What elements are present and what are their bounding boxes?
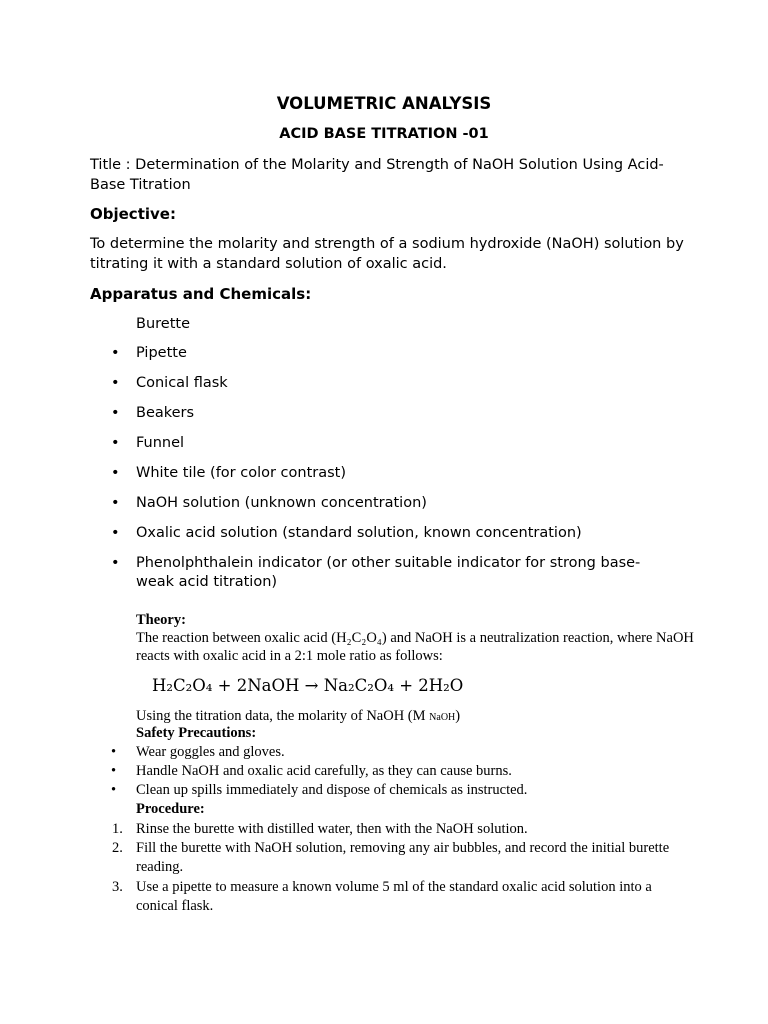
bullet: • [111, 495, 120, 511]
objective-text: To determine the molarity and strength of a sodium hydroxide (NaOH) solution by titrating it with a standard solution of oxalic acid. [90, 236, 684, 272]
bullet: • [111, 555, 120, 571]
molarity-line: Using the titration data, the molarity of NaOH (M NaOH) [136, 708, 461, 724]
safety-heading: Safety Precautions: [136, 725, 257, 741]
procedure-heading: Procedure: [136, 801, 205, 817]
bullet: • [111, 525, 120, 541]
bullet: • [111, 782, 117, 798]
objective-heading: Objective: [90, 205, 176, 223]
theory-text: The reaction between oxalic acid (H₂C₂O₄) and NaOH is a neutralization reaction, where NaOH reacts with oxalic acid in a 2:1 mole ratio as follows: [136, 630, 694, 664]
document-title: VOLUMETRIC ANALYSIS [276, 94, 492, 113]
apparatus-heading: Apparatus and Chemicals: [90, 285, 312, 303]
bullet: • [111, 435, 120, 451]
bullet: • [111, 345, 120, 361]
oxalic-acid-formula: H₂C₂O₄ [336, 630, 382, 646]
bullet: • [111, 465, 120, 481]
document-page: VOLUMETRIC ANALYSIS ACID BASE TITRATION -01 Title : Determination of the Molarity and Strength of NaOH Solution Using Acid-Base Titration Objective: To determine the molarity and strength of a sodium hydroxide (NaOH) solution by titrating it with a standard solution of oxalic acid. Apparatus and Chemicals: Burette • Pipette • Conical flask • Beakers • Funnel • White tile (for color contrast) • NaOH solution (unknown concentration) • Oxalic acid solution (standard solution, known concentration) • Phenolphthalein indicator (or other suitable indicator for strong base-weak acid titration) Theory: The reaction between oxalic acid (H₂C₂O₄) and NaOH is a neutralization reaction, where NaOH reacts with oxalic acid in a 2:1 mole ratio as follows: H₂C₂O₄ + 2NaOH → Na₂C₂O₄ + 2H₂O Using the titration data, the molarity of NaOH (M NaOH) Safety Precautions: • Wear goggles and gloves. • Handle NaOH and oxalic acid carefully, as they can cause burns. • Clean up spills immediately and dispose of chemicals as instructed. Procedure: 1. Rinse the burette with distilled water, then with the NaOH solution. 2. Fill the burette with NaOH solution, removing any air bubbles, and record the initial burette reading. 3. Use a pipette to measure a known volume 5 ml of the standard oxalic acid solution into a conical flask. [0, 0, 768, 1024]
bullet: • [111, 744, 117, 760]
reaction-equation: H₂C₂O₄ + 2NaOH → Na₂C₂O₄ + 2H₂O [152, 676, 464, 695]
bullet: • [111, 405, 120, 421]
theory-heading: Theory: [136, 612, 186, 628]
experiment-title: Title : Determination of the Molarity and Strength of NaOH Solution Using Acid-Base Titration [90, 157, 664, 193]
bullet: • [111, 763, 117, 779]
document-subtitle: ACID BASE TITRATION -01 [279, 126, 489, 142]
bullet: • [111, 375, 120, 391]
